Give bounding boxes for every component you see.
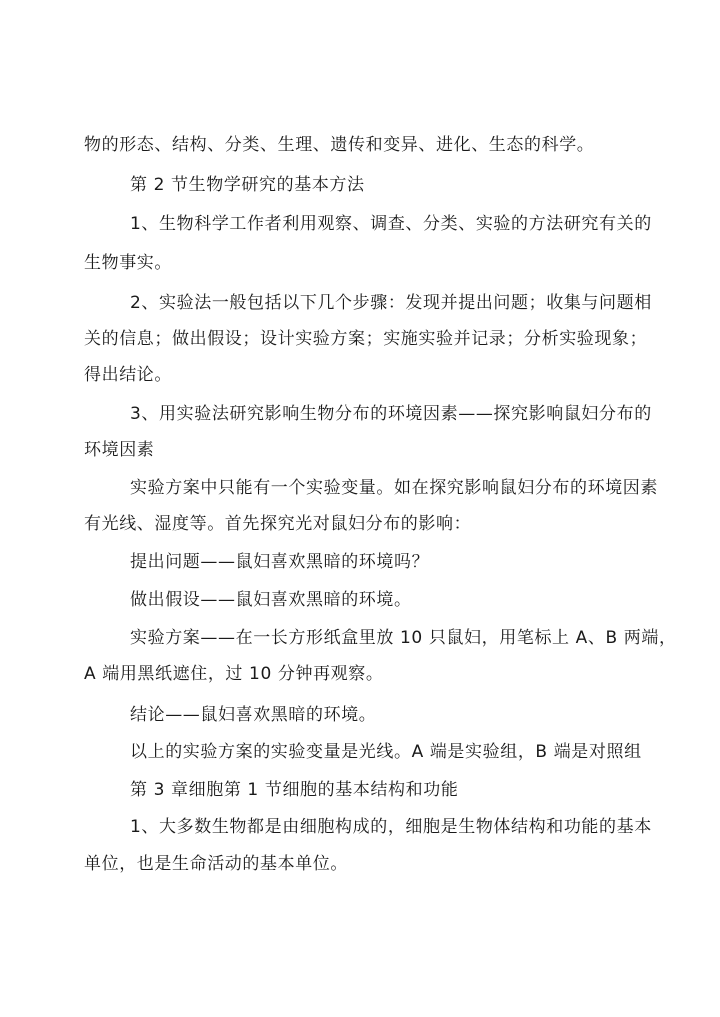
text-line: 实验方案——在一长方形纸盒里放 10 只鼠妇，用笔标上 A、B 两端， xyxy=(130,628,677,648)
text-line: 环境因素 xyxy=(84,440,155,460)
text-line: 1、大多数生物都是由细胞构成的，细胞是生物体结构和功能的基本 xyxy=(130,817,652,837)
text-line: 3、用实验法研究影响生物分布的环境因素——探究影响鼠妇分布的 xyxy=(130,404,652,424)
text-line: 得出结论。 xyxy=(84,365,172,385)
text-line: 单位，也是生命活动的基本单位。 xyxy=(84,854,348,874)
text-line: 生物事实。 xyxy=(84,253,172,273)
text-line: 以上的实验方案的实验变量是光线。A 端是实验组，B 端是对照组 xyxy=(130,742,642,762)
text-line: 提出问题——鼠妇喜欢黑暗的环境吗？ xyxy=(130,552,430,572)
text-line: 关的信息；做出假设；设计实验方案；实施实验并记录；分析实验现象； xyxy=(84,329,648,349)
text-line: A 端用黑纸遮住，过 10 分钟再观察。 xyxy=(84,664,384,684)
text-line: 物的形态、结构、分类、生理、遗传和变异、进化、生态的科学。 xyxy=(84,135,595,155)
text-line: 1、生物科学工作者利用观察、调查、分类、实验的方法研究有关的 xyxy=(130,214,652,234)
text-line: 做出假设——鼠妇喜欢黑暗的环境。 xyxy=(130,590,412,610)
section-heading: 第 3 章细胞第 1 节细胞的基本结构和功能 xyxy=(130,780,459,800)
section-heading: 第 2 节生物学研究的基本方法 xyxy=(130,175,365,195)
text-line: 实验方案中只能有一个实验变量。如在探究影响鼠妇分布的环境因素 xyxy=(130,478,658,498)
text-line: 2、实验法一般包括以下几个步骤：发现并提出问题；收集与问题相 xyxy=(130,293,652,313)
text-line: 结论——鼠妇喜欢黑暗的环境。 xyxy=(130,705,377,725)
text-line: 有光线、湿度等。首先探究光对鼠妇分布的影响： xyxy=(84,514,472,534)
